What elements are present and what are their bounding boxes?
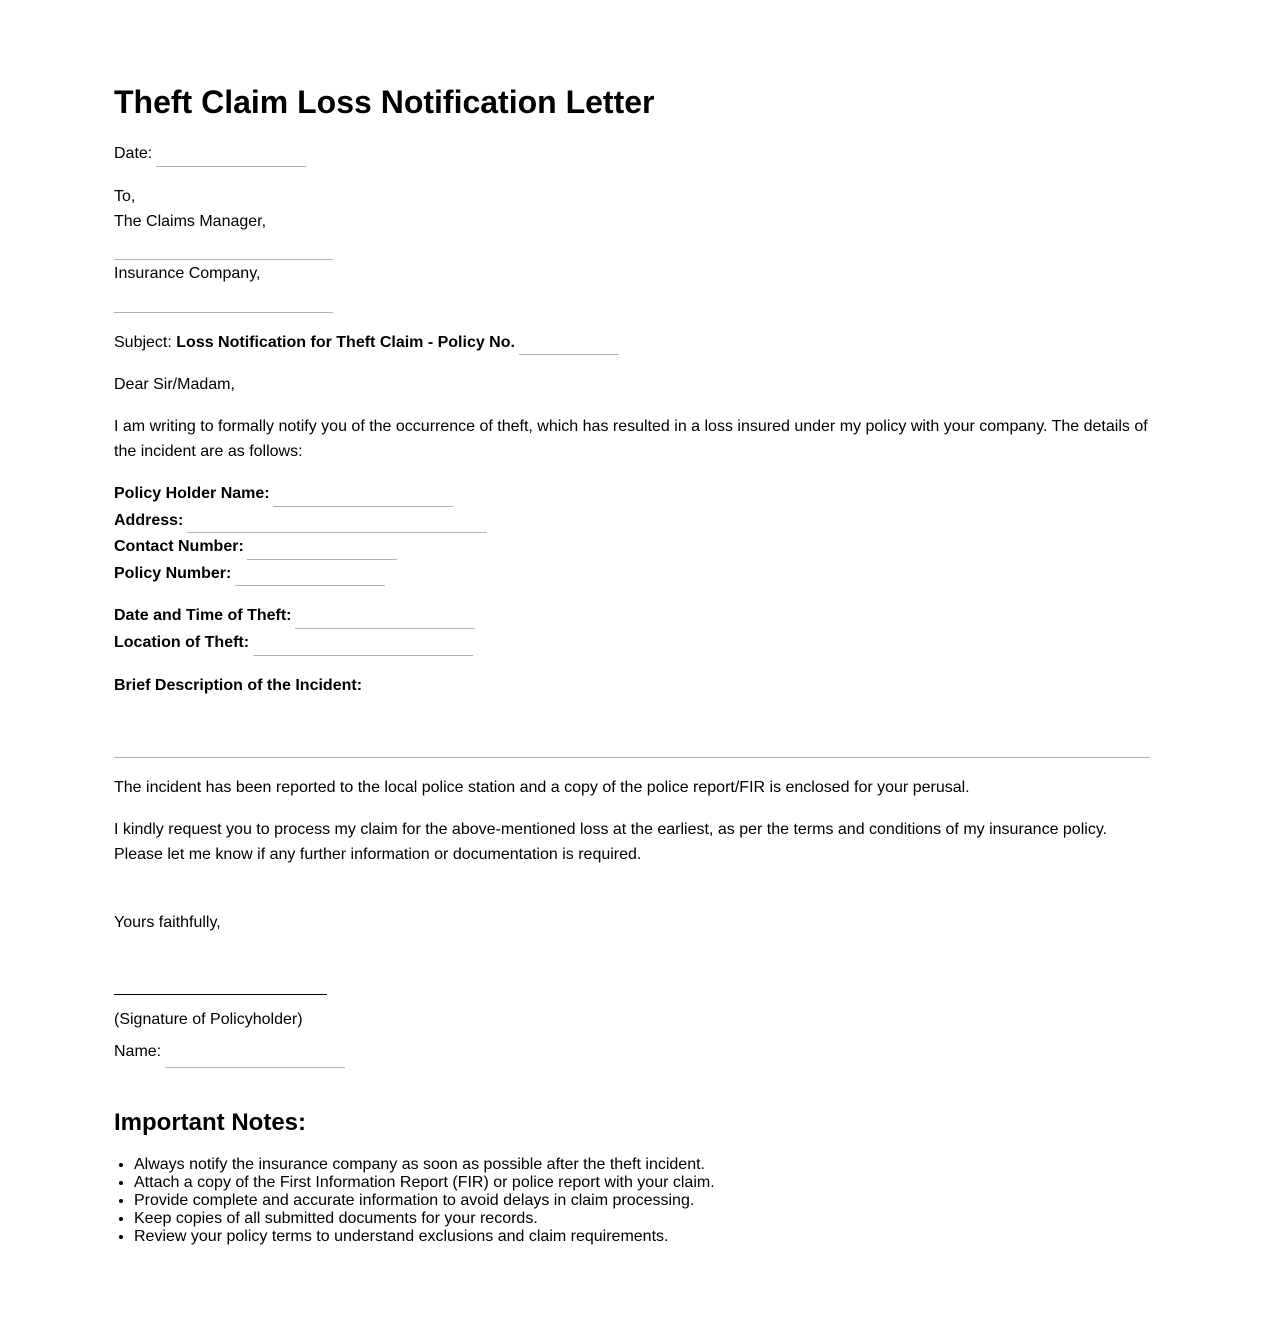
address-blank[interactable] <box>187 532 487 533</box>
signature-caption: (Signature of Policyholder) <box>114 1011 303 1028</box>
subject-line <box>114 330 515 355</box>
name-label: Name: <box>114 1043 162 1060</box>
name-blank[interactable] <box>165 1067 345 1068</box>
recipient-name-blank[interactable] <box>114 259 333 260</box>
location-label: Location of Theft: <box>114 634 250 651</box>
policy-holder-name-label: Policy Holder Name: <box>114 485 270 502</box>
page-title: Theft Claim Loss Notification Letter <box>114 84 655 120</box>
to-label: To, <box>114 188 136 205</box>
list-item: • Review your policy terms to understand exclusions and claim requirements. <box>134 1228 715 1246</box>
policy-number-label: Policy Number: <box>114 565 232 582</box>
description-label: Brief Description of the Incident: <box>114 677 363 694</box>
date-time-label: Date and Time of Theft: <box>114 607 292 624</box>
intro-paragraph: I am writing to formally notify you of the occurrence of theft, which has resulted in a loss insured under my policy with your company. The details of the incident are as follows: <box>114 418 1148 460</box>
recipient-label: The Claims Manager, <box>114 213 267 230</box>
notes-heading: Important Notes: <box>114 1109 306 1136</box>
date-time-blank[interactable] <box>295 628 475 629</box>
policy-no-blank[interactable] <box>519 354 619 355</box>
list-item: • Keep copies of all submitted documents for your records. <box>134 1210 715 1228</box>
police-report-paragraph: The incident has been reported to the local police station and a copy of the police report/FIR is enclosed for your perusal. <box>114 779 970 796</box>
location-blank[interactable] <box>253 655 473 656</box>
list-item: • Attach a copy of the First Information Report (FIR) or police report with your claim. <box>134 1174 715 1192</box>
closing: Yours faithfully, <box>114 914 221 931</box>
subject-text: Loss Notification for Theft Claim - Policy No. <box>176 334 515 351</box>
policy-holder-name-blank[interactable] <box>273 506 453 507</box>
policy-number-blank[interactable] <box>235 585 385 586</box>
request-paragraph: I kindly request you to process my claim for the above-mentioned loss at the earliest, as per the terms and conditions of my insurance policy. Please let me know if any further information or documentation is required. <box>114 821 1108 863</box>
salutation: Dear Sir/Madam, <box>114 376 235 393</box>
description-blank[interactable] <box>114 757 1150 758</box>
list-item: • Always notify the insurance company as soon as possible after the theft incident. <box>134 1156 715 1174</box>
contact-number-blank[interactable] <box>247 559 397 560</box>
date-label: Date: <box>114 145 153 162</box>
signature-line[interactable] <box>114 994 327 995</box>
date-blank[interactable] <box>156 166 306 167</box>
notes-list <box>114 1156 715 1246</box>
list-item: • Provide complete and accurate information to avoid delays in claim processing. <box>134 1192 715 1210</box>
subject-label: Subject: <box>114 334 172 351</box>
insurance-company-label: Insurance Company, <box>114 265 261 282</box>
address-label: Address: <box>114 512 184 529</box>
contact-number-label: Contact Number: <box>114 538 244 555</box>
insurance-company-blank[interactable] <box>114 312 333 313</box>
